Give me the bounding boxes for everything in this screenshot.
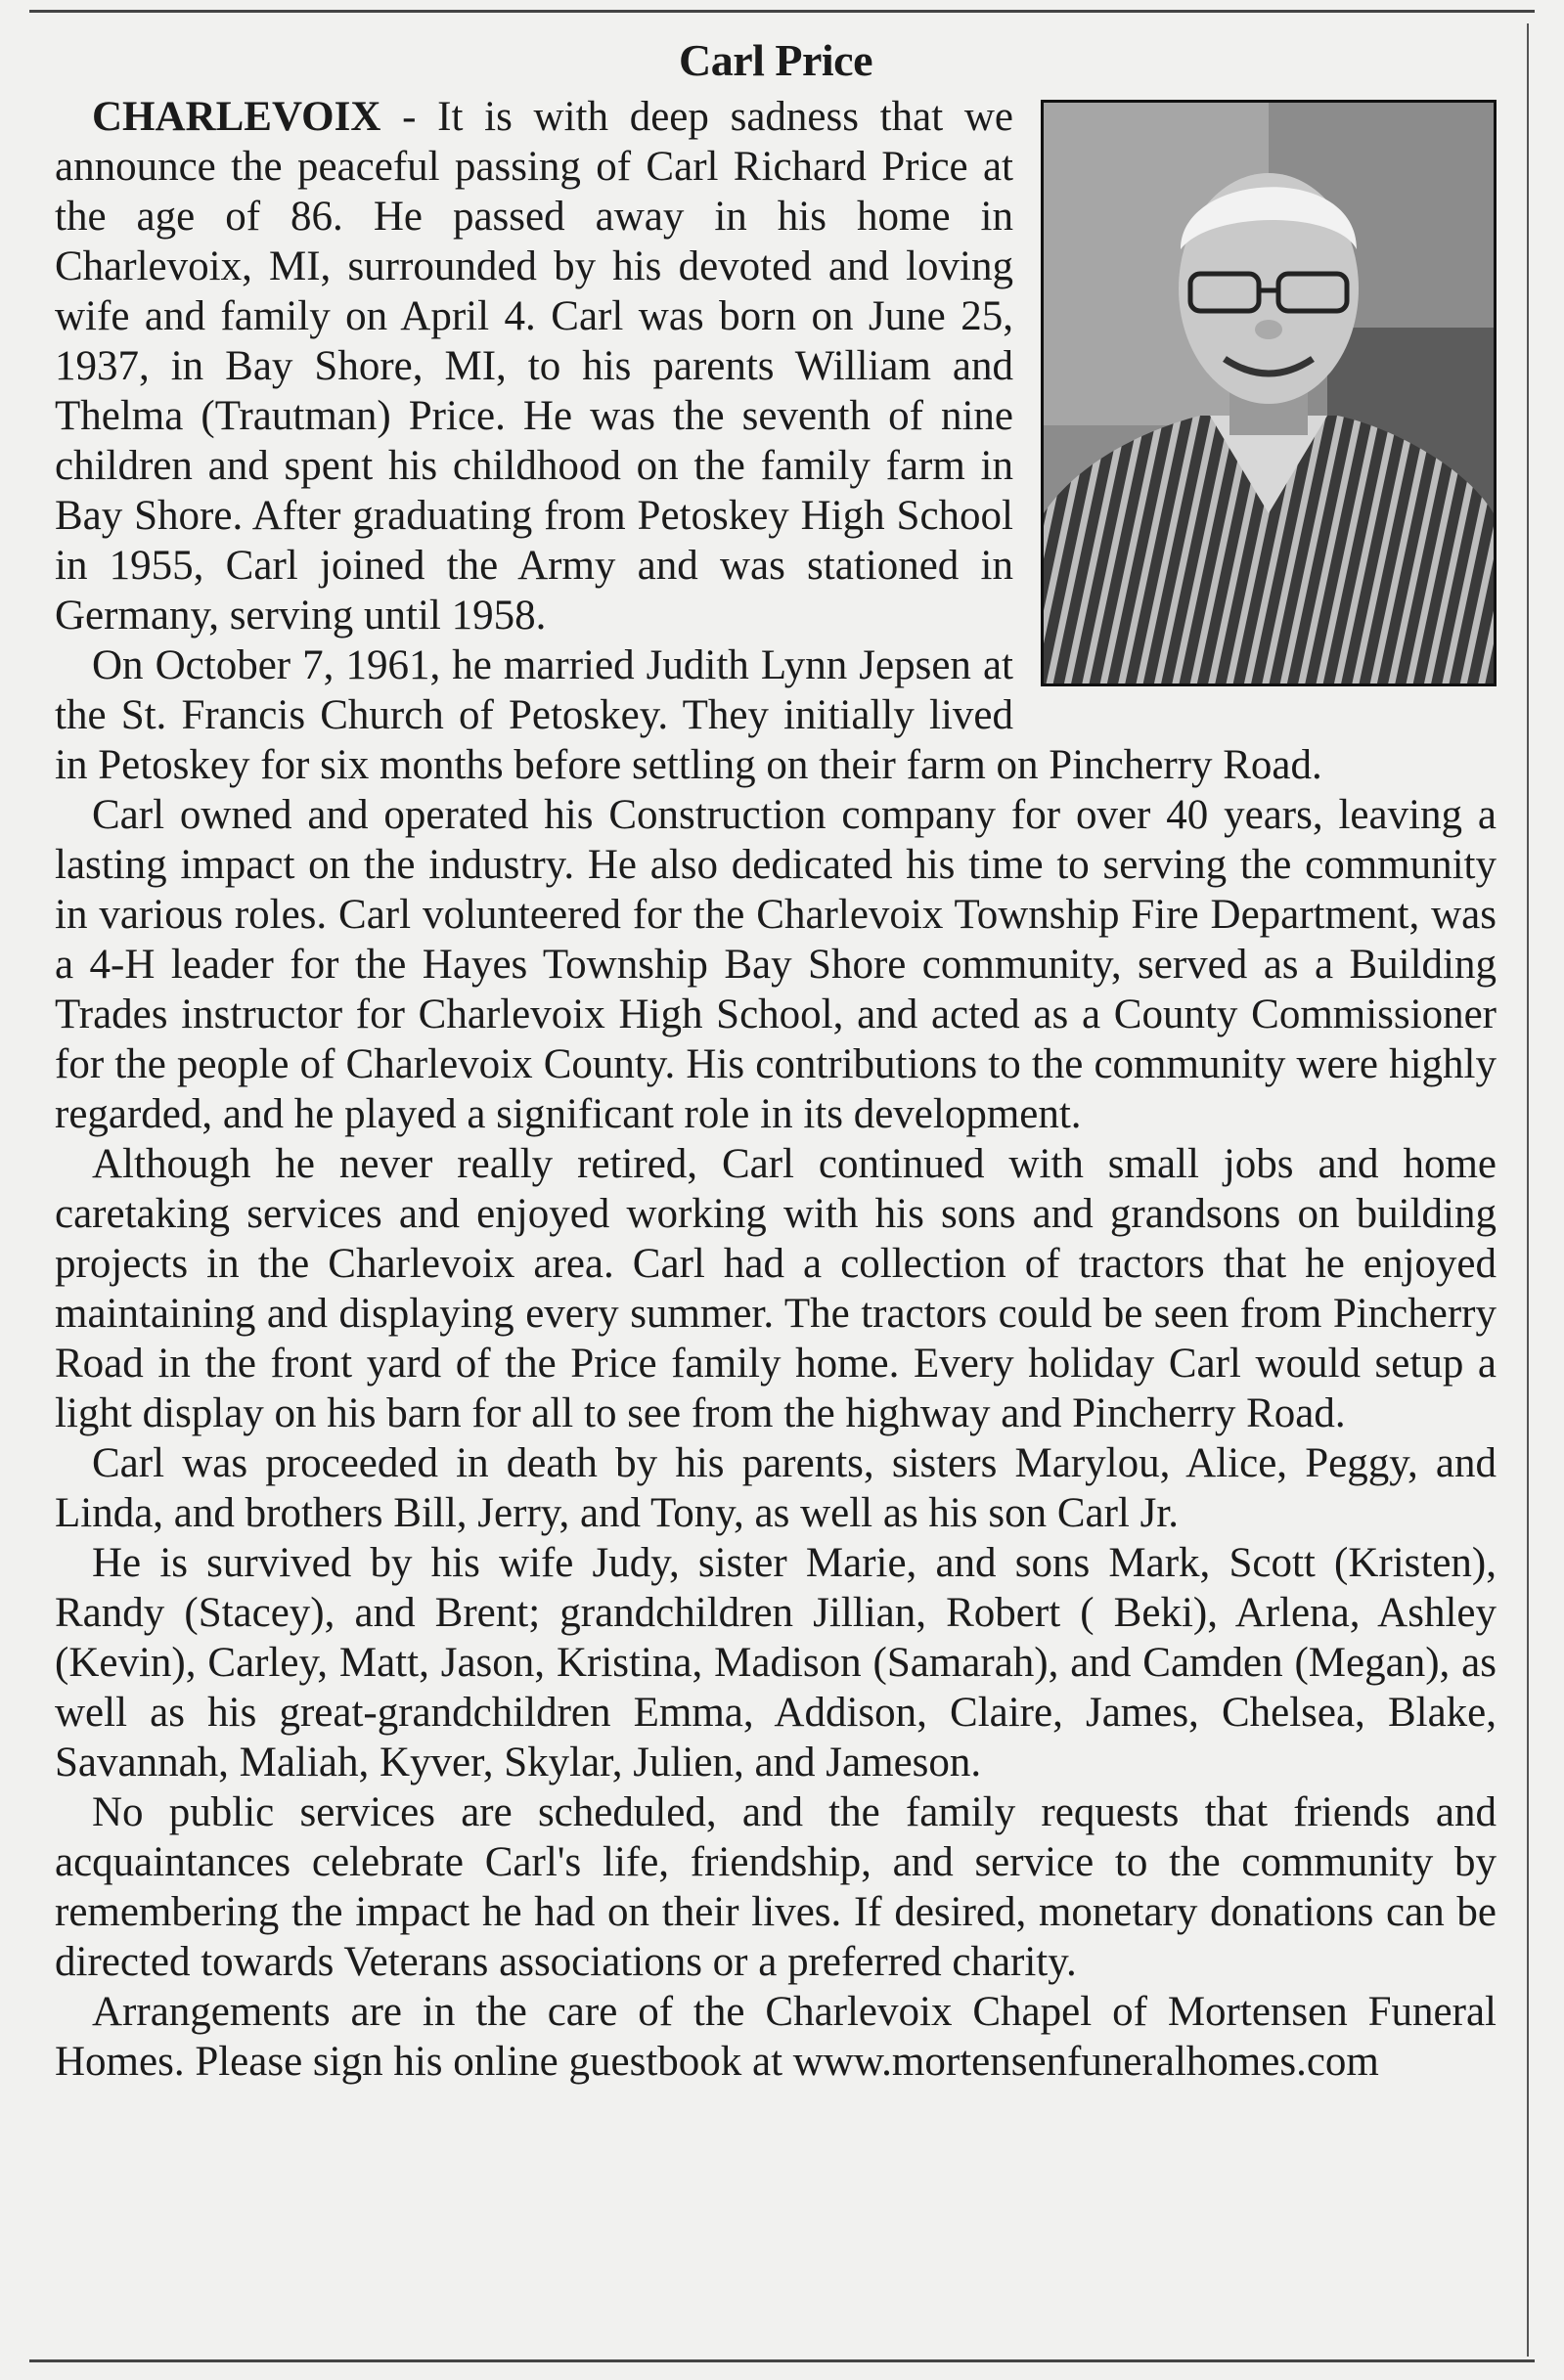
paragraph-7: No public services are scheduled, and the family requests that friends and acquaintances celebrate Carl's life, friendship, and service to the community by remembering the impact he had on their lives. If desired, monetary donations can be directed towards Veterans associations or a preferred charity.: [55, 1789, 1497, 1985]
right-rule: [1527, 23, 1529, 2357]
paragraph-5: Carl was proceeded in death by his parents, sisters Marylou, Alice, Peggy, and Linda, and brothers Bill, Jerry, and Tony, as well as his son Carl Jr.: [55, 1440, 1497, 1536]
paragraph-6: He is survived by his wife Judy, sister Marie, and sons Mark, Scott (Kristen), Randy (Stacey), and Brent; grandchildren Jillian, Robert ( Beki), Arlena, Ashley (Kevin), Carley, Matt, Jason, Kristina, Madison (Samarah), and Camden (Megan), as well as his great-grandchildren Emma, Addison, Claire, James, Chelsea, Blake, Savannah, Maliah, Kyver, Skylar, Julien, and Jameson.: [55, 1540, 1497, 1785]
paragraph-4: Although he never really retired, Carl continued with small jobs and home caretaking services and enjoyed working with his sons and grandsons on building projects in the Charlevoix area. Carl had a collection of tractors that he enjoyed maintaining and displaying every summer. The tractors could be seen from Pincherry Road in the front yard of the Price family home. Every holiday Carl would setup a light display on his barn for all to see from the highway and Pincherry Road.: [55, 1141, 1497, 1436]
paragraph-3: Carl owned and operated his Construction company for over 40 years, leaving a lasting impact on the industry. He also dedicated his time to serving the community in various roles. Carl volunteered for the Charlevoix Township Fire Department, was a 4-H leader for the Hayes Township Bay Shore community, served as a Building Trades instructor for Charlevoix High School, and acted as a County Commissioner for the people of Charlevoix County. His contributions to the community were highly regarded, and he played a significant role in its development.: [55, 792, 1497, 1137]
portrait-illustration: [1044, 103, 1494, 683]
top-rule: [29, 10, 1535, 13]
paragraph-1-text: - It is with deep sadness that we announce the peaceful passing of Carl Richard Price at the age of 86. He passed away in his home in Charlevoix, MI, surrounded by his devoted and loving wife and family on April 4. Carl was born on June 25, 1937, in Bay Shore, MI, to his parents William and Thelma (Trautman) Price. He was the seventh of nine children and spent his childhood on the family farm in Bay Shore. After graduating from Petoskey High School in 1955, Carl joined the Army and was stationed in Germany, serving until 1958.: [55, 94, 1013, 639]
paragraph-8: Arrangements are in the care of the Charlevoix Chapel of Mortensen Funeral Homes. Please sign his online guestbook at www.mortensenfuneralhomes.com: [55, 1989, 1497, 2085]
obituary-article: [55, 33, 1497, 2087]
paragraph-2: On October 7, 1961, he married Judith Lynn Jepsen at the St. Francis Church of Petoskey. They initially lived in Petoskey for six months before settling on their farm on Pincherry Road.: [55, 642, 1322, 788]
obituary-title: Carl Price: [678, 35, 873, 85]
portrait-photo: [1041, 100, 1497, 686]
dateline: CHARLEVOIX: [92, 94, 381, 140]
bottom-rule: [29, 2359, 1535, 2362]
